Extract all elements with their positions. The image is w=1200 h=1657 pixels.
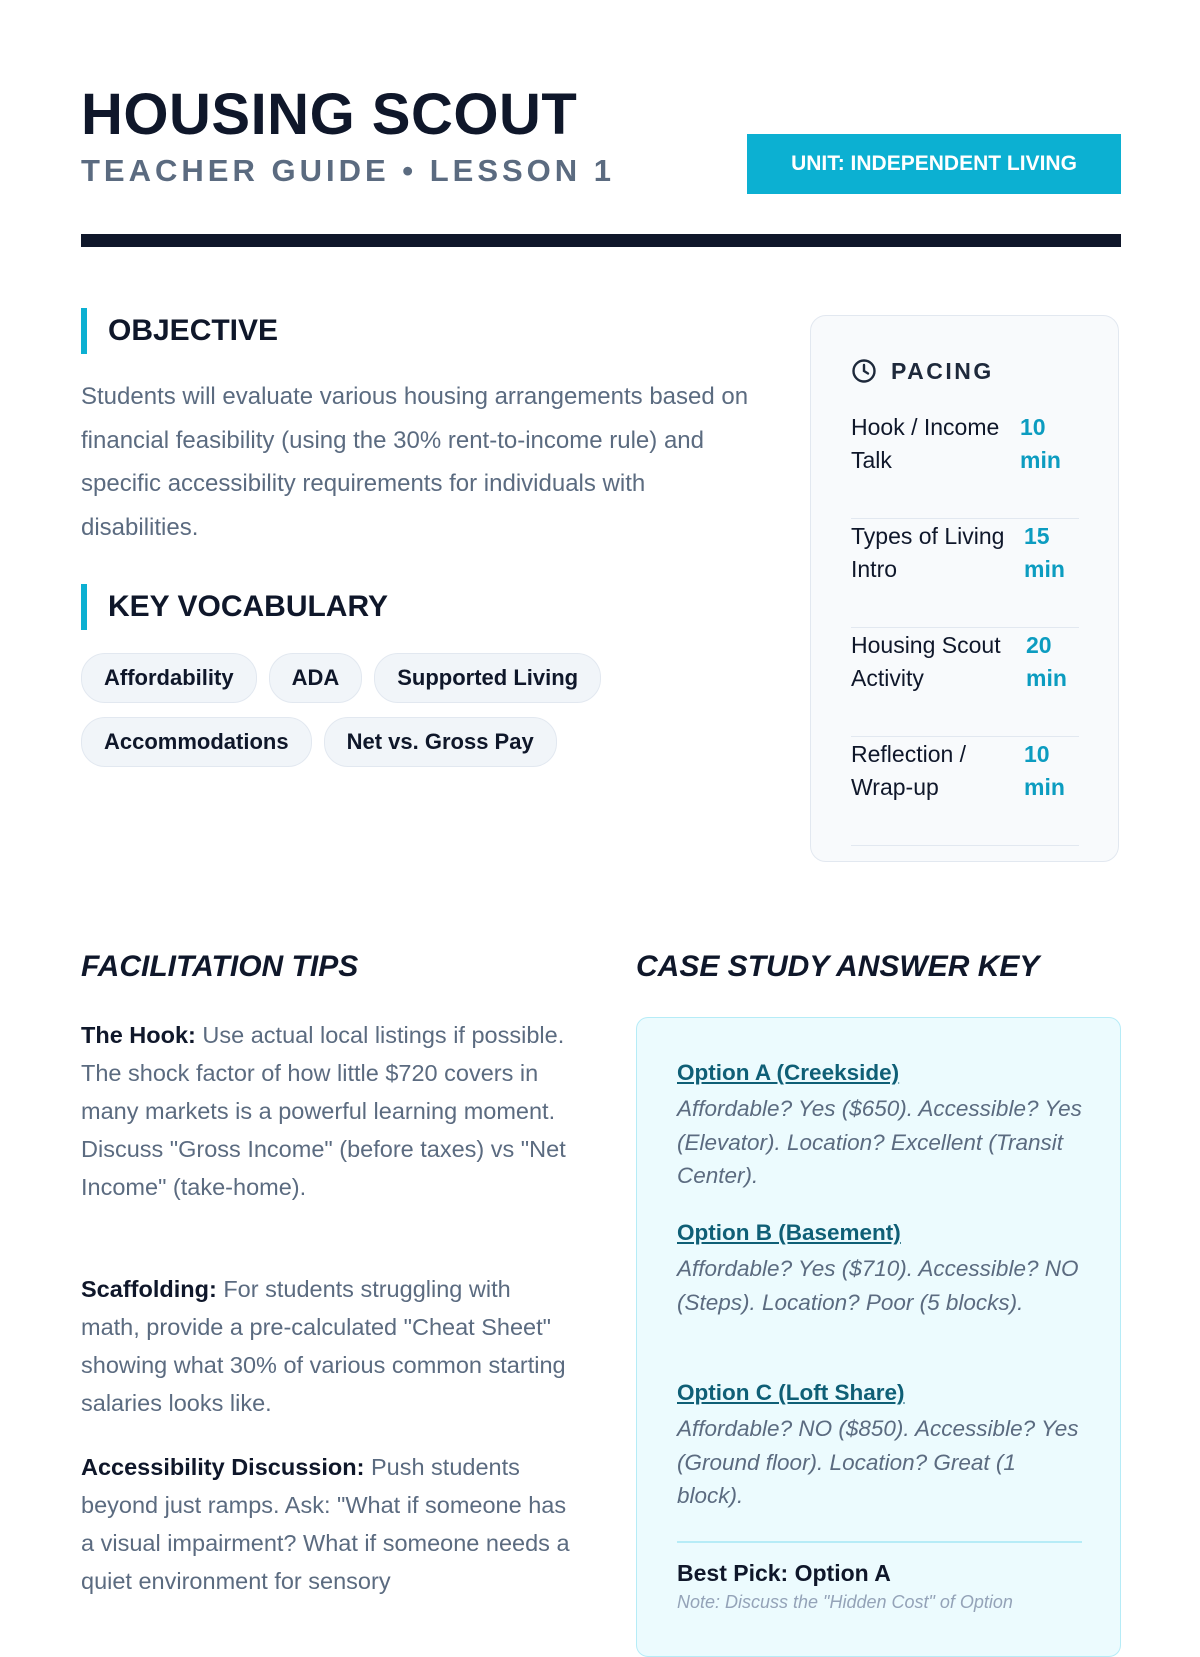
option-body: Affordable? Yes ($650). Accessible? Yes (Elevator). Location? Excellent (Transit Center). <box>677 1096 1082 1188</box>
tip-text: Push students beyond just ramps. Ask: "What if someone has a visual impairment? What if someone needs a quiet environment for sensory <box>81 1454 570 1594</box>
header-divider <box>81 234 1121 247</box>
vocab-chip: Net vs. Gross Pay <box>324 717 557 767</box>
vocab-chip: Affordability <box>81 653 257 703</box>
tip-scaffolding <box>81 1270 571 1422</box>
answer-key-box <box>636 1017 1121 1657</box>
pacing-time: 15 min <box>1024 523 1065 582</box>
objective-text: Students will evaluate various housing arrangements based on financial feasibility (using the 30% rent-to-income rule) and specific accessibility requirements for individuals with disabilities. <box>81 383 749 541</box>
tip-text: Use actual local listings if possible. The shock factor of how little $720 covers in many markets is a powerful learning moment. Discuss "Gross Income" (before taxes) vs "Net Income" (take-home). <box>81 1022 566 1200</box>
lesson-page <box>81 0 1121 1612</box>
vocab-chip: Supported Living <box>374 653 601 703</box>
vocabulary-heading: KEY VOCABULARY <box>81 584 388 630</box>
vocabulary-list <box>81 653 661 781</box>
vocab-chip: Accommodations <box>81 717 312 767</box>
pacing-time: 10 min <box>1024 741 1065 800</box>
tip-accessibility <box>81 1448 571 1600</box>
tip-hook <box>81 1016 571 1206</box>
tip-label: Accessibility Discussion: <box>81 1454 365 1480</box>
best-pick-note: Note: Discuss the "Hidden Cost" of Option <box>677 1592 1013 1612</box>
option-body: Affordable? NO ($850). Accessible? Yes (Ground floor). Location? Great (1 block). <box>677 1416 1079 1508</box>
pacing-row <box>851 520 1079 628</box>
pacing-row <box>851 411 1079 519</box>
pacing-heading <box>851 356 994 386</box>
pacing-row <box>851 738 1079 846</box>
pacing-row <box>851 629 1079 737</box>
objective-heading: OBJECTIVE <box>81 308 278 354</box>
pacing-time: 20 min <box>1026 632 1067 691</box>
facilitation-heading: FACILITATION TIPS <box>81 950 359 983</box>
answer-option <box>677 1058 1082 1193</box>
pacing-activity: Hook / Income Talk <box>851 414 1000 473</box>
answer-option <box>677 1218 1082 1319</box>
page-title: HOUSING SCOUT <box>81 82 578 147</box>
page-subtitle: TEACHER GUIDE • LESSON 1 <box>81 153 616 188</box>
answer-key-heading: CASE STUDY ANSWER KEY <box>636 950 1040 983</box>
vocab-chip: ADA <box>269 653 363 703</box>
tip-text: For students struggling with math, provide a pre-calculated "Cheat Sheet" showing what 30% of various common starting salaries looks like. <box>81 1276 566 1416</box>
pacing-card <box>810 315 1119 862</box>
pacing-time: 10 min <box>1020 414 1061 473</box>
best-pick: Best Pick: Option A <box>677 1560 891 1586</box>
pacing-activity: Housing Scout Activity <box>851 632 1001 691</box>
option-title: Option C (Loft Share) <box>677 1380 905 1405</box>
pacing-activity: Reflection / Wrap-up <box>851 741 967 800</box>
clock-icon <box>851 358 877 384</box>
pacing-heading-label: PACING <box>891 357 994 384</box>
unit-badge: UNIT: INDEPENDENT LIVING <box>747 134 1121 194</box>
option-title: Option A (Creekside) <box>677 1060 900 1085</box>
tip-label: The Hook: <box>81 1022 196 1048</box>
answer-divider <box>677 1541 1082 1543</box>
answer-option <box>677 1378 1082 1513</box>
option-body: Affordable? Yes ($710). Accessible? NO (Steps). Location? Poor (5 blocks). <box>677 1256 1079 1315</box>
pacing-activity: Types of Living Intro <box>851 523 1005 582</box>
option-title: Option B (Basement) <box>677 1220 901 1245</box>
tip-label: Scaffolding: <box>81 1276 217 1302</box>
